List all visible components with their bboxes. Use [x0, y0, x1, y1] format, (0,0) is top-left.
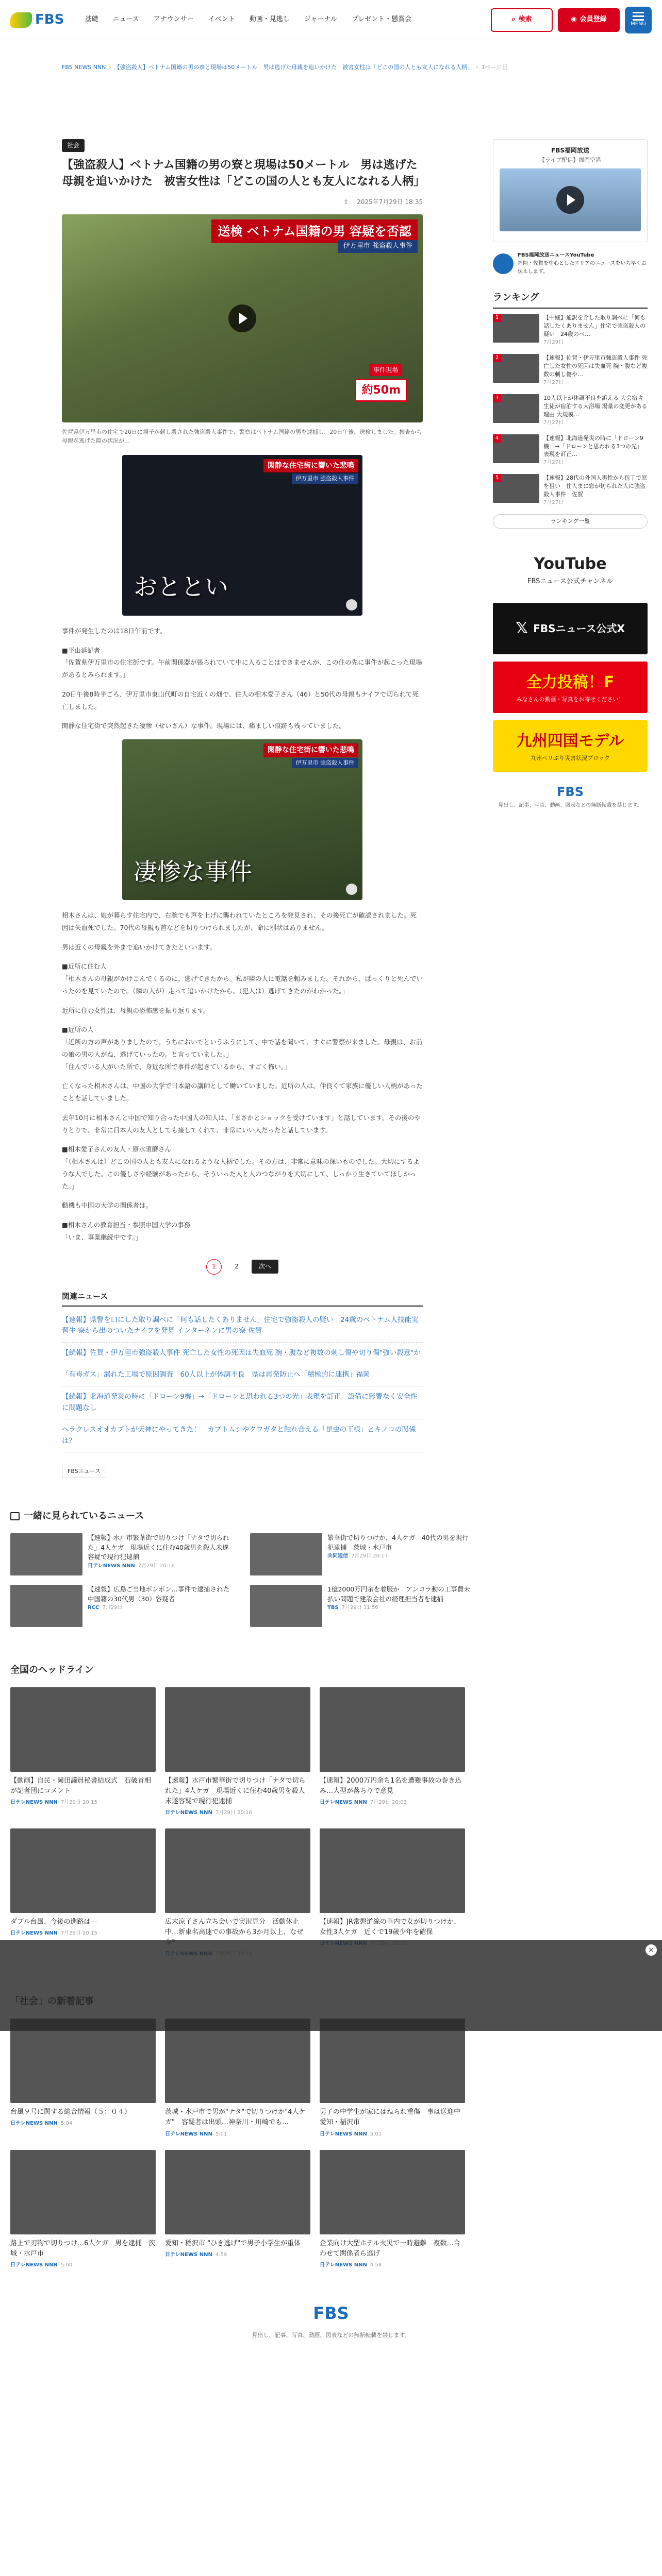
video-tag: 閑静な住宅街に響いた悲鳴 [263, 459, 358, 472]
ad-overlay [0, 1940, 662, 2031]
copyright: 見出し、記事、写真、動画、図表などの無断転載を禁じます。 [252, 2332, 410, 2339]
video-subtag: 伊万里市 強盗殺人事件 [292, 758, 359, 768]
live-subtitle: 【ライブ配信】福岡空港 [539, 156, 602, 163]
youtube-logo-icon: YouTube [534, 555, 607, 573]
paragraph: 去年10月に相木さんと中国で知り合った中国人の知人は、「まさかとショックを受けています」と話しています。その後のやりとりで、非常に日本人の友人としても接してくれて、非常にいい人だったと話しています。 [62, 1113, 421, 1134]
breadcrumb-current: 1ページ目 [481, 64, 508, 71]
category-badge[interactable]: 社会 [62, 139, 85, 152]
paragraph: ■平山延記者 「佐賀県伊万里市の住宅街です。午前関係器が張られていて中に入ることはできませんが、この住の先に事件が起こった現場があるとみられます。」 [62, 646, 422, 679]
news-item[interactable]: 【速報】水戸市繁華街で切りつけ「ナタで切られた」4人ケガ 現場近くに住む40歳男を殺人未遂容疑で現行犯逮捕 日テレNEWS NNN 7月29日 20:16 [10, 1533, 235, 1575]
related-link[interactable]: 【速報】県警を口にした取り調べに「何も話したくありません」住宅で強盗殺人の疑い 24歳のベトナム人技能実習生 寮から出のついたナイフを発見 インターネンに男の寮 佐賀 [62, 1310, 423, 1343]
live-title: FBS福岡放送 [551, 146, 589, 154]
card-thumb [10, 2019, 156, 2103]
ranking-more-button[interactable]: ランキング一覧 [493, 514, 648, 529]
channel-name: FBS福岡放送ニュースYouTube [518, 252, 594, 259]
card-thumb [165, 2150, 310, 2234]
search-button[interactable]: ⌕ 検索 [491, 8, 553, 32]
paragraph: ■相木愛子さんの友人・原水須磨さん 「（相木さんは）どこの国の人とも友人になれるような人柄でした。その方は、非常に意味の深いものでした。大切にするような人でした。この優しさや経験があったから、そういった人と人のつながりを大切にして、しっかり生きていてほしかった。」 [62, 1145, 420, 1190]
paragraph: 近所に住む女性は、母親の恐怖感を振り返ります。 [62, 1006, 210, 1014]
x-logo-icon: 𝕏 [516, 619, 528, 637]
headline-card[interactable]: 【速報】2000万円余ち1名を遭難事故の巻き込み…大型が落ちりで意見 日テレNEWS NNN 7月29日 20:03 [320, 1687, 465, 1817]
news-item[interactable]: 1億2000万円余を着服か アンコラ動の工事費未払い問題で建設会社の経理担当者を逮捕 TBS 7月29日 11:56 [250, 1585, 474, 1627]
card-thumb [10, 1687, 156, 1772]
pagination [62, 1259, 423, 1275]
channel-avatar [493, 253, 514, 274]
article-video-2[interactable] [122, 739, 362, 900]
headline-card[interactable]: 【速報】水戸市繁華街で切りつけ「ナタで切られた」4人ケガ 現場近くに住む40歳男を殺人未遂容疑で現行犯逮捕 日テレNEWS NNN 7月29日 20:16 [165, 1687, 310, 1817]
paragraph: ■近所に住む人 「相木さんの母親がかけこんでくるのに、逃げてきたから。私が隣の人に電話を頼みました。それから、ぱっくりと死んでいったのを見ていたので。（隣の人が）走って追いかけたから、（犯人は）逃げてきたのがわかった。」 [62, 962, 423, 995]
article-main [62, 139, 423, 1478]
ranking-item[interactable]: 2 【速報】佐賀・伊万里市強盗殺人事件 死亡した女性の死因は失血死 腕・腹など複数の刺し傷や… 7月27日 [493, 354, 648, 387]
hero-subcaption: 伊万里市 強盗殺人事件 [338, 240, 418, 253]
social-card[interactable]: 男子の中学生が家にはねられ重傷 事は送迎中 愛知・稲沢市 日テレNEWS NNN 5:01 [320, 2019, 465, 2138]
article-title: 【強盗殺人】ベトナム国籍の男の寮と現場は50メートル 男は逃げた母親を追いかけた 被害女性は「どこの国の人とも友人になれる人柄」 [62, 158, 425, 188]
paragraph: ■相木さんの教育担当・参照中国大学の事務 「いま、事業継続中です。」 [62, 1221, 191, 1241]
ranking-item[interactable]: 4 【速報】北海道発災の時に「ドローン9機」→「ドローンと思われる3つの光」表現を訂正… 7月27日 [493, 434, 648, 467]
footer-logo[interactable]: FBS [313, 2303, 349, 2323]
news-thumb [250, 1585, 322, 1627]
channel-desc: 福岡・佐賀を中心としたエリアのニュースをいち早くお伝えします。 [518, 261, 647, 275]
ranking-item[interactable]: 1 【中継】通訳を介した取り調べに「何も話したくありません」住宅で強盗殺人の疑い 24歳のベ… 7月29日 [493, 314, 648, 347]
card-thumb [320, 2019, 465, 2103]
live-stream-box[interactable] [493, 139, 648, 243]
hamburger-icon [633, 15, 644, 17]
list-icon [10, 1512, 20, 1520]
nav-item[interactable]: 基礎 [85, 15, 98, 24]
page-2[interactable]: 2 [235, 1263, 239, 1270]
video-telop: おととい [134, 573, 228, 601]
paragraph: 事件が発生したのは18日午前です。 [62, 626, 167, 635]
register-button[interactable]: ◉ 会員登録 [558, 8, 620, 32]
news-thumb [10, 1533, 82, 1575]
user-icon: ◉ [571, 15, 577, 24]
share-icon[interactable]: ⇪ [343, 198, 349, 206]
site-header [0, 0, 662, 40]
side-footer: FBS 見出し、記事、写真、動画、図表などの無断転載を禁じます。 [493, 782, 648, 810]
card-thumb [10, 1828, 156, 1913]
card-thumb [165, 2019, 310, 2103]
related-link[interactable]: 「有毒ガス」漏れた工場で原因調査 60人以上が体調不良 県は再発防止へ「積極的に連携」福岡 [62, 1364, 423, 1386]
channel-info[interactable] [493, 251, 648, 276]
related-link[interactable]: 【続報】北海道発災の時に「ドローン9機」→「ドローンと思われる3つの光」表現を訂正 設備に影響なく安全性に問題なし [62, 1386, 423, 1419]
paragraph: 20日午後8時半ごろ、伊万里市東山代町の自宅近くの畑で、住人の相木愛子さん（46）と50代の母親もナイフで切られて死亡しました。 [62, 690, 419, 710]
card-thumb [320, 1687, 465, 1772]
hero-caption: 送検 ベトナム国籍の男 容疑を否認 [211, 219, 418, 243]
x-banner[interactable]: 𝕏 FBSニュース公式X [493, 603, 648, 654]
ranking-heading: ランキング [493, 291, 648, 309]
paragraph: 閑静な住宅街で突然起きた凄惨（せいさん）な事件。現場には、痛ましい痕跡も残っていました。 [62, 722, 346, 730]
paragraph: ■近所の人 「近所の方の声がありましたので、うちにおいでというふうにして、中で話を聞いて、すぐに警察が来ました。母親は、お前の娘の男の人がね、逃げていったの。と言っていました。」 「住んでいる人がいた所で、身近な所で事件が起きているから、すごく怖い。」 [62, 1026, 423, 1071]
global-nav [85, 14, 411, 25]
card-thumb [165, 1687, 310, 1772]
social-card[interactable]: 企業向け大型ホテル火災で一時避難 複数…合わせて関係者ら逃げ 日テレNEWS NNN 4:58 [320, 2150, 465, 2269]
headline-card[interactable]: 広末涼子さん立ち会いで実況見分 活動休止中…新東名高速での事故から3か月以上、なぜ [165, 1828, 310, 1958]
related-link[interactable]: 【続報】佐賀・伊万里市強盗殺人事件 死亡した女性の死因は失血死 腕・腹など複数の刺し傷や切り傷"強い殺意"か [62, 1343, 423, 1365]
social-card[interactable]: 茨城・水戸市で男が"ナタ"で切りつけか"4人ケガ" 容疑者は出頭…神奈川・川崎でも… 日テレNEWS NNN 5:01 [165, 2019, 310, 2138]
video-subtag: 伊万里市 強盗殺人事件 [292, 473, 359, 484]
page-1[interactable]: 1 [206, 1259, 222, 1275]
nav-item[interactable]: イベント [208, 15, 235, 24]
ranking-thumb: 1 [493, 314, 539, 343]
ranking-item[interactable]: 5 【速報】28代の外国人男性から包丁で窓を狙い 住人まに窓が切られた人に強盗殺人事件 佐賀 7月27日 [493, 474, 648, 507]
nav-item[interactable]: ジャーナル [304, 15, 337, 24]
ranking-thumb: 4 [493, 434, 539, 463]
next-page-button[interactable]: 次へ [252, 1260, 278, 1274]
news-item[interactable]: 繁華街で切りつけか、4人ケガ 40代の男を現行犯逮捕 茨城・水戸市 共同通信 7月29日 20:17 [250, 1533, 474, 1575]
social-card[interactable]: 台風９号に関する総合情報（５：０４） 日テレNEWS NNN 5:04 [10, 2019, 156, 2138]
fbs-logo[interactable]: FBS [557, 784, 584, 799]
nav-item[interactable]: ニュース [112, 15, 139, 24]
youtube-banner[interactable]: YouTube FBSニュース公式チャンネル [493, 544, 648, 596]
model-banner[interactable]: 九州四国モデル 九州ペリぷり災害状況ブロック [493, 720, 648, 772]
post-banner[interactable]: 全力投稿！F みなさんの動画・写真をお寄せください！ [493, 662, 648, 713]
together-section: 一緒に見られているニュース 【速報】水戸市繁華街で切りつけ「ナタで切られた」4人ケガ 現場近くに住む40歳男を殺人未遂容疑で現行犯逮捕 日テレNEWS NNN 7月29日 20:16 繁華街で切りつけか、4人ケガ 40代の男を現行犯逮捕 茨城・水戸市 共同通信 7月29日 20:17 【速報】広島ご当地ポンポン…事件で逮捕された中国籍の30代男（30）容疑者 RCC 7月29日 1億2000万円余を着服か アンコラ動の工事費未払い問題で建設会社の経理担当者を逮捕 TBS 7月29日 11:56 [10, 1509, 474, 1627]
card-thumb [320, 1828, 465, 1913]
headline-section [10, 1663, 474, 1959]
video-control-icon[interactable] [346, 884, 357, 895]
card-thumb [165, 1828, 310, 1913]
news-item[interactable]: 【速報】広島ご当地ポンポン…事件で逮捕された中国籍の30代男（30）容疑者 RCC 7月29日 [10, 1585, 235, 1627]
hero-pin-label: 事件現場 [369, 364, 402, 376]
article-body [62, 625, 423, 732]
hero-video[interactable] [62, 214, 423, 422]
paragraph: 動機も中国の大学の関係者は。 [62, 1201, 153, 1210]
article-video-1[interactable] [122, 455, 362, 616]
headline-card[interactable]: ダブル台風、今後の進路は— 日テレNEWS NNN 7月29日 20:15 [10, 1828, 156, 1958]
related-list [62, 1310, 423, 1453]
tag-chip[interactable]: FBSニュース [62, 1465, 106, 1478]
hero-caption-text: 佐賀県伊万里市の住宅で20日に親子が刺し殺された強盗殺人事件で、警察はベトナム国籍の男を逮捕し、20日午後、送検しました。捜査から母親が逃げた際の状況が… [62, 428, 422, 445]
article-body-2 [62, 909, 423, 1244]
play-icon[interactable] [228, 304, 256, 332]
paragraph: 亡くなった相木さんは、中国の大学で日本語の講師として働いていました。近所の人は、仲良くて家族に優しい人柄があったことを話していました。 [62, 1082, 423, 1103]
social-section [10, 1994, 474, 2269]
fbs-logo-icon [10, 12, 32, 28]
headline-heading: 全国のヘッドライン [10, 1664, 94, 1675]
close-icon[interactable]: × [646, 1944, 657, 1956]
search-icon: ⌕ [511, 15, 516, 24]
ranking-thumb: 2 [493, 354, 539, 383]
ranking-thumb: 5 [493, 474, 539, 503]
news-thumb [10, 1585, 82, 1627]
paragraph: 男は近くの母親を外まで追いかけてきたといいます。 [62, 943, 217, 951]
card-thumb [320, 2150, 465, 2234]
paragraph: 相木さんは、娘が暮らす住宅内で、右腕でも声を上げに襲われていたところを発見され、その後死亡が確認されました。死因は失血死でした。70代の母親も首などを切りつけられましたが、命に別状はありません。 [62, 911, 417, 931]
video-control-icon[interactable] [346, 599, 357, 611]
sidebar [493, 139, 648, 1478]
play-icon[interactable] [556, 186, 584, 214]
social-card[interactable]: 路上で刃物で切りつけ…6人ケガ 男を逮捕 茨城・水戸市 日テレNEWS NNN 5:00 [10, 2150, 156, 2269]
breadcrumb-link[interactable]: FBS NEWS NNN [62, 64, 106, 71]
ranking-item[interactable]: 3 10人以上が体調不良を訴える 大会宿舎生徒が宿泊する大浴場 湯量の変更がある理由 大規模… 7月27日 [493, 394, 648, 427]
menu-button[interactable]: MENU [625, 7, 652, 33]
site-footer [0, 2300, 662, 2340]
news-thumb [250, 1533, 322, 1575]
video-tag: 閑静な住宅街に響いた悲鳴 [263, 743, 358, 757]
breadcrumb-link[interactable]: 【強盗殺人】ベトナム国籍の男の寮と現場は50メートル 男は逃げた母親を追いかけた 被害女性は「どこの国の人とも友人になれる人柄」 [114, 64, 473, 71]
related-link[interactable]: ヘラクレスオオカブトが天神にやってきた！ カブトムシやクワガタと触れ合える「昆虫の王様」とキノコの関係は？ [62, 1419, 423, 1452]
video-telop: 凄惨な事件 [134, 857, 252, 886]
live-thumbnail[interactable] [500, 168, 641, 231]
nav-item[interactable]: 動画・見逃し [249, 15, 290, 24]
hero-distance: 約50m [355, 379, 407, 402]
related-heading: 関連ニュース [62, 1290, 423, 1307]
social-card[interactable]: 愛知・稲沢市 "ひき逃げ"で男子小学生が重体 日テレNEWS NNN 4:59 [165, 2150, 310, 2269]
breadcrumb: FBS NEWS NNN › 【強盗殺人】ベトナム国籍の男の寮と現場は50メートル 男は逃げた母親を追いかけた 被害女性は「どこの国の人とも友人になれる人柄」 › 1ページ目 [62, 64, 508, 71]
ranking-thumb: 3 [493, 394, 539, 423]
nav-item[interactable]: アナウンサー [153, 15, 194, 24]
card-thumb [10, 2150, 156, 2234]
site-logo[interactable]: FBS [10, 9, 64, 31]
nav-item[interactable]: プレゼント・懸賞会 [351, 15, 412, 24]
publish-date: 2025年7月29日 18:35 [357, 198, 423, 206]
headline-card[interactable]: 【速報】JR常磐道線の車内で女が切りつけか、女性3人ケガ 近くで19歳少年を確保 [320, 1828, 465, 1958]
headline-card[interactable]: 【動画】自民・岡田議員秘書結成式 石破首相が記者団にコメント 日テレNEWS NNN 7月29日 20:15 [10, 1687, 156, 1817]
